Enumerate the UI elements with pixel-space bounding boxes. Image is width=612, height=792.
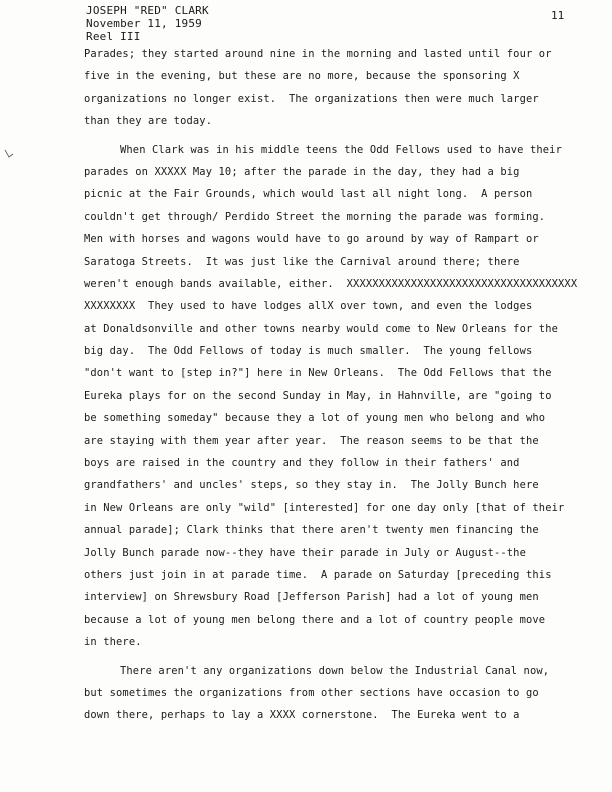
text-line: Men with horses and wagons would have to go around by way of Rampart or (84, 233, 539, 246)
transcript-body (84, 43, 592, 727)
text-line: weren't enough bands available, either. XXXXXXXXXXXXXXXXXXXXXXXXXXXXXXXXXXXX (84, 277, 578, 290)
text-line: in there. (84, 636, 142, 649)
text-line: "don't want to [step in?"] here in New Orleans. The Odd Fellows that the (84, 367, 552, 380)
text-line: annual parade]; Clark thinks that there aren't twenty men financing the (84, 524, 539, 537)
text-line: because a lot of young men belong there and a lot of country people move (84, 613, 546, 626)
paragraph-1 (84, 43, 592, 133)
page-number: 11 (551, 9, 565, 22)
pencil-tick-mark (4, 148, 14, 164)
text-line: organizations no longer exist. The organizations then were much larger (84, 92, 539, 105)
text-line: Eureka plays for on the second Sunday in May, in Hahnville, are "going to (84, 389, 552, 402)
text-line: There aren't any organizations down below the Industrial Canal now, (120, 664, 550, 677)
text-line: XXXXXXXX They used to have lodges allX over town, and even the lodges (84, 300, 533, 313)
text-line: interview] on Shrewsbury Road [Jefferson Parish] had a lot of young men (84, 591, 539, 604)
text-line: are staying with them year after year. The reason seems to be that the (84, 434, 539, 447)
text-line: parades on XXXXX May 10; after the parade in the day, they had a big (84, 165, 520, 178)
text-line: in New Orleans are only "wild" [interested] for one day only [that of their (84, 501, 565, 514)
header-date: November 11, 1959 (86, 17, 202, 30)
header-interviewee: JOSEPH "RED" CLARK (86, 4, 209, 17)
text-line: boys are raised in the country and they follow in their fathers' and (84, 457, 520, 470)
text-line: couldn't get through/ Perdido Street the morning the parade was forming. (84, 210, 546, 223)
text-line: Saratoga Streets. It was just like the Carnival around there; there (84, 255, 520, 268)
paragraph-3 (84, 660, 592, 727)
text-line: others just join in at parade time. A parade on Saturday [preceding this (84, 568, 552, 581)
text-line: down there, perhaps to lay a XXXX cornerstone. The Eureka went to a (84, 709, 520, 722)
text-line: be something someday" because they a lot of young men who belong and who (84, 412, 546, 425)
text-line: than they are today. (84, 115, 213, 128)
text-line: but sometimes the organizations from other sections have occasion to go (84, 686, 539, 699)
text-line: picnic at the Fair Grounds, which would last all night long. A person (84, 188, 533, 201)
header-reel: Reel III (86, 30, 141, 43)
text-line: at Donaldsonville and other towns nearby would come to New Orleans for the (84, 322, 559, 335)
text-line: When Clark was in his middle teens the Odd Fellows used to have their (120, 143, 562, 156)
text-line: five in the evening, but these are no more, because the sponsoring X (84, 70, 520, 83)
text-line: big day. The Odd Fellows of today is much smaller. The young fellows (84, 345, 533, 358)
text-line: Parades; they started around nine in the morning and lasted until four or (84, 48, 552, 60)
paragraph-2 (84, 139, 592, 654)
document-header (86, 4, 209, 43)
text-line: Jolly Bunch parade now--they have their parade in July or August--the (84, 546, 526, 559)
text-line: grandfathers' and uncles' steps, so they stay in. The Jolly Bunch here (84, 479, 539, 492)
